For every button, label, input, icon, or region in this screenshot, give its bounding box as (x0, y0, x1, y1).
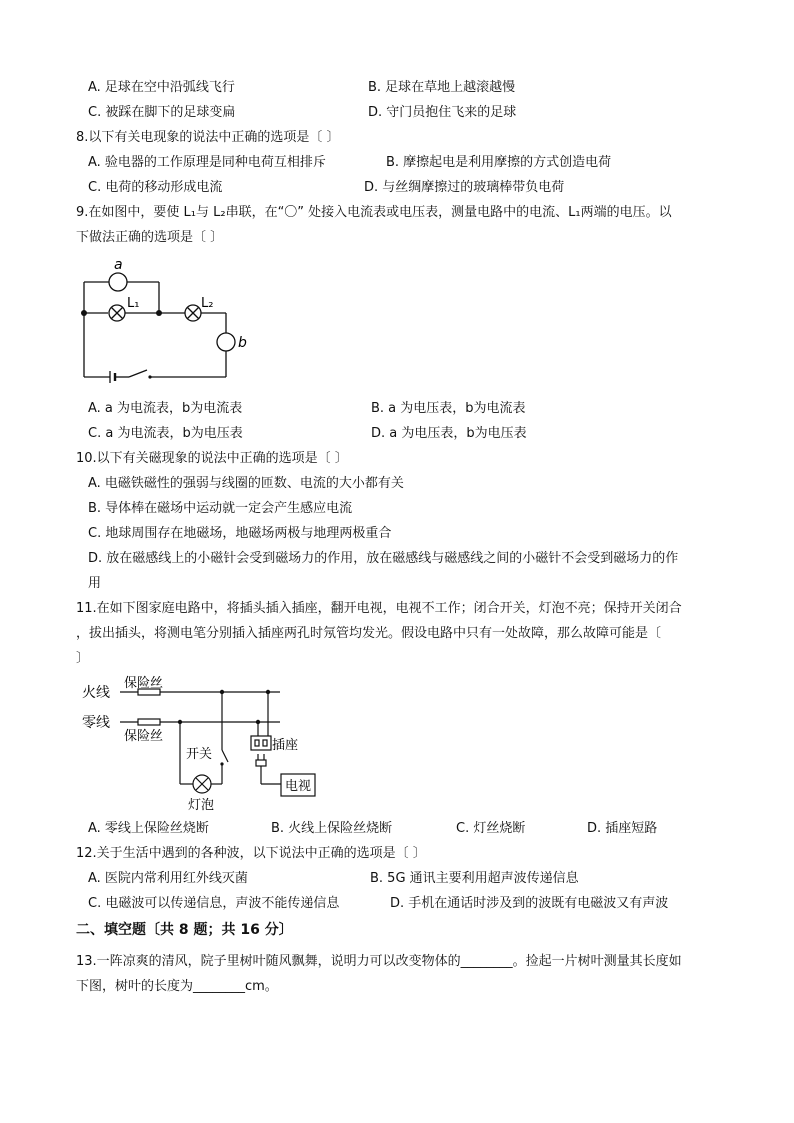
q12-stem: 12.关于生活中遇到的各种波，以下说法中正确的选项是〔 〕 (76, 846, 426, 861)
q12-option-b: B. 5G 通讯主要利用超声波传递信息 (370, 871, 579, 886)
q12-option-a: A. 医院内常利用红外线灭菌 (88, 871, 248, 886)
q9-option-c: C. a 为电流表，b为电压表 (88, 426, 243, 441)
q9-stem-line2: 下做法正确的选项是〔 〕 (76, 230, 224, 245)
q8-stem: 8.以下有关电现象的说法中正确的选项是〔 〕 (76, 130, 340, 145)
q11-label-live-wire: 火线 (82, 685, 110, 701)
q11-label-tv: 电视 (285, 779, 312, 794)
q11-option-d: D. 插座短路 (587, 821, 658, 836)
q9-circuit-diagram (74, 252, 254, 387)
q10-option-a: A. 电磁铁磁性的强弱与线圈的匝数、电流的大小都有关 (88, 476, 404, 491)
q10-option-d-cont: 用 (88, 576, 102, 591)
q8-option-d: D. 与丝绸摩擦过的玻璃棒带负电荷 (364, 180, 565, 195)
q11-label-socket: 插座 (272, 738, 299, 753)
q11-option-b: B. 火线上保险丝烧断 (271, 821, 393, 836)
q9-option-d: D. a 为电压表，b为电压表 (371, 426, 527, 441)
q11-label-neutral-wire: 零线 (82, 715, 110, 731)
q9-stem-line1: 9.在如图中，要使 L₁与 L₂串联，在“〇” 处接入电流表或电压表，测量电路中的电流、L₁两端的电压。以 (76, 205, 672, 220)
q10-stem: 10.以下有关磁现象的说法中正确的选项是〔 〕 (76, 451, 348, 466)
q11-stem-line2: ，拔出插头，将测电笔分别插入插座两孔时氖管均发光。假设电路中只有一处故障，那么故障可能是〔 (76, 626, 662, 641)
q9-label-a: a (114, 257, 123, 273)
q7-option-b: B. 足球在草地上越滚越慢 (368, 80, 516, 95)
q9-label-b: b (238, 335, 247, 351)
q12-option-c: C. 电磁波可以传递信息，声波不能传递信息 (88, 896, 340, 911)
q11-label-fuse-bottom: 保险丝 (124, 729, 164, 744)
q8-option-c: C. 电荷的移动形成电流 (88, 180, 223, 195)
q13-stem-line1: 13.一阵凉爽的清风，院子里树叶随风飘舞，说明力可以改变物体的________。捡起一片树叶测量其长度如 (76, 954, 682, 969)
q11-option-a: A. 零线上保险丝烧断 (88, 821, 209, 836)
q11-label-switch: 开关 (186, 747, 213, 762)
q11-option-c: C. 灯丝烧断 (456, 821, 526, 836)
q11-home-circuit-diagram (80, 672, 320, 817)
q8-option-b: B. 摩擦起电是利用摩擦的方式创造电荷 (386, 155, 612, 170)
q9-label-l2: L₂ (201, 296, 214, 311)
q7-option-d: D. 守门员抱住飞来的足球 (368, 105, 517, 120)
q8-option-a: A. 验电器的工作原理是同种电荷互相排斥 (88, 155, 326, 170)
q10-option-c: C. 地球周围存在地磁场，地磁场两极与地理两极重合 (88, 526, 392, 541)
q7-option-a: A. 足球在空中沿弧线飞行 (88, 80, 235, 95)
q11-stem-line1: 11.在如下图家庭电路中，将插头插入插座，翻开电视，电视不工作；闭合开关，灯泡不亮；保持开关闭合 (76, 601, 682, 616)
q9-label-l1: L₁ (127, 296, 140, 311)
q11-label-bulb: 灯泡 (188, 798, 215, 813)
q9-option-a: A. a 为电流表，b为电流表 (88, 401, 243, 416)
q10-option-b: B. 导体棒在磁场中运动就一定会产生感应电流 (88, 501, 353, 516)
q7-option-c: C. 被踩在脚下的足球变扁 (88, 105, 236, 120)
q10-option-d: D. 放在磁感线上的小磁针会受到磁场力的作用，放在磁感线与磁感线之间的小磁针不会受到磁场力的作 (88, 551, 679, 566)
q12-option-d: D. 手机在通话时涉及到的波既有电磁波又有声波 (390, 896, 669, 911)
section-fill-in-title: 二、填空题〔共 8 题；共 16 分〕 (76, 922, 293, 938)
q11-stem-line3: 〕 (76, 651, 90, 666)
q13-stem-line2: 下图，树叶的长度为________cm。 (76, 979, 278, 994)
q9-option-b: B. a 为电压表，b为电流表 (371, 401, 526, 416)
q11-label-fuse-top: 保险丝 (124, 676, 164, 691)
